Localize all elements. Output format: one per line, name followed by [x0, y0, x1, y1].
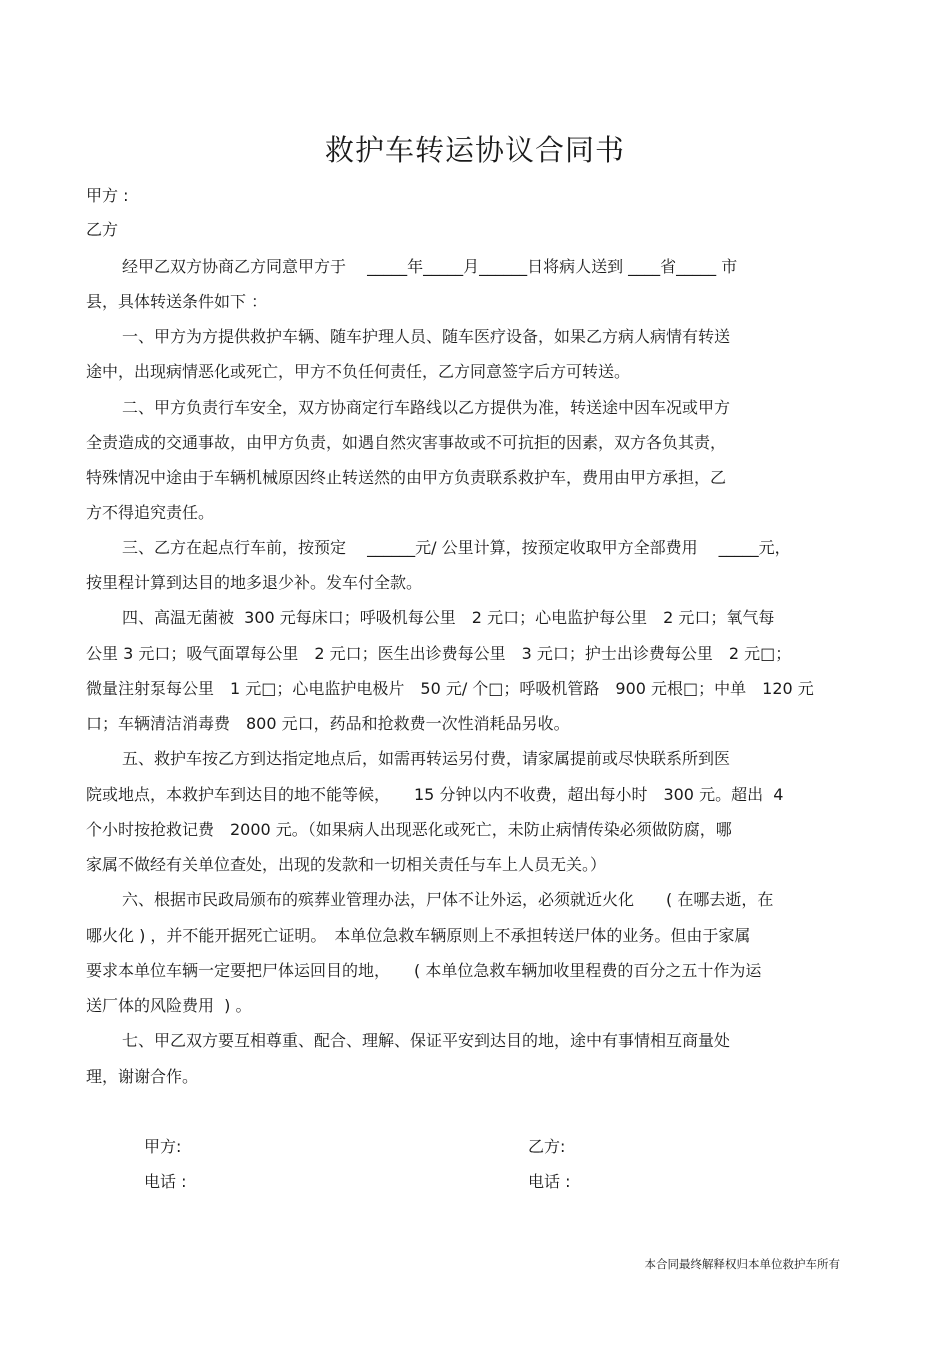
document-title: 救护车转运协议合同书 [324, 133, 625, 167]
clause-5-line-1: 五、救护车按乙方到达指定地点后，如需再转运另付费，请家属提前或尽快联系所到医 [122, 749, 731, 768]
clause-6-line-3: 要求本单位车辆一定要把尸体运回目的地， ( 本单位急救车辆加收里程费的百分之五十作为运 [86, 961, 762, 980]
clause-7-line-2: 理，谢谢合作。 [86, 1067, 199, 1086]
clause-2-line-3: 特殊情况中途由于车辆机械原因终止转送然的由甲方负责联系救护车，费用由甲方承担，乙 [86, 468, 727, 487]
clause-1-line-2: 途中，出现病情恶化或死亡，甲方不负任何责任，乙方同意签字后方可转送。 [86, 362, 631, 381]
clause-2-line-1: 二、甲方负责行车安全，双方协商定行车路线以乙方提供为准，转送途中因车况或甲方 [122, 398, 731, 417]
signature-party-a: 甲方: [144, 1137, 182, 1156]
clause-5-line-2: 院或地点，本救护车到达目的地不能等候， 15 分钟以内不收费，超出每小时 300 元。超出 4 [86, 785, 784, 804]
signature-party-b: 乙方: [528, 1137, 566, 1156]
phone-party-b: 电话 : [528, 1172, 571, 1191]
clause-6-line-4: 送厂体的风险费用 ) 。 [86, 996, 252, 1015]
clause-3-line-1: 三、乙方在起点行车前，按预定 ______元/ 公里计算，按预定收取甲方全部费用 _____元， [122, 538, 791, 557]
footer-note: 本合同最终解释权归本单位救护车所有 [644, 1257, 840, 1271]
intro-line-1: 经甲乙双方协商乙方同意甲方于 _____年_____月______日将病人送到 ____省_____ 市 [122, 257, 738, 276]
clause-4-line-2: 公里 3 元口；吸气面罩每公里 2 元口；医生出诊费每公里 3 元口；护士出诊费每公里 2 元□； [86, 644, 792, 663]
party-a-label: 甲方 : [86, 186, 129, 205]
clause-5-line-4: 家属不做经有关单位查处，出现的发款和一切相关责任与车上人员无关。） [86, 855, 607, 874]
clause-4-line-3: 微量注射泵每公里 1 元□；心电监护电极片 50 元/ 个□；呼吸机管路 900 元根□；中单 120 元 [86, 679, 814, 698]
clause-3-line-2: 按里程计算到达目的地多退少补。发车付全款。 [86, 573, 423, 592]
clause-2-line-4: 方不得追究责任。 [86, 503, 215, 522]
clause-1-line-1: 一、甲方为方提供救护车辆、随车护理人员、随车医疗设备，如果乙方病人病情有转送 [122, 327, 731, 346]
clause-2-line-2: 全责造成的交通事故，由甲方负责，如遇自然灾害事故或不可抗拒的因素，双方各负其责， [86, 433, 727, 452]
clause-5-line-3: 个小时按抢救记费 2000 元。（如果病人出现恶化或死亡，未防止病情传染必须做防腐，哪 [86, 820, 732, 839]
clause-6-line-1: 六、根据市民政局颁布的殡葬业管理办法，尸体不让外运，必须就近火化 ( 在哪去逝，在 [122, 890, 774, 909]
party-b-label: 乙方 [86, 220, 119, 239]
intro-line-2: 县，具体转送条件如下 ： [86, 292, 268, 311]
clause-6-line-2: 哪火化 ) ，并不能开据死亡证明。 本单位急救车辆原则上不承担转送尸体的业务。但由于家属 [86, 926, 751, 945]
phone-party-a: 电话 : [144, 1172, 187, 1191]
clause-4-line-1: 四、高温无菌被 300 元每床口；呼吸机每公里 2 元口；心电监护每公里 2 元口；氧气每 [122, 608, 775, 627]
clause-4-line-4: 口；车辆清洁消毒费 800 元口，药品和抢救费一次性消耗品另收。 [86, 714, 570, 733]
clause-7-line-1: 七、甲乙双方要互相尊重、配合、理解、保证平安到达目的地，途中有事情相互商量处 [122, 1031, 731, 1050]
